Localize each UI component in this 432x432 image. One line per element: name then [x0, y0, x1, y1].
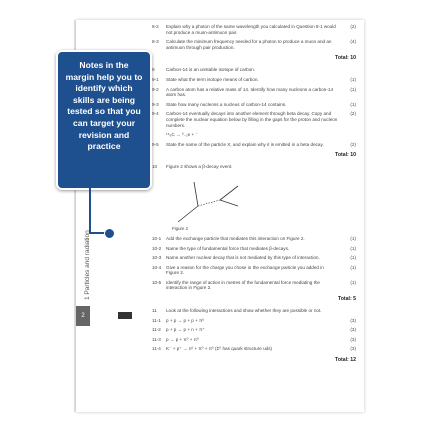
margin-help-callout	[56, 50, 152, 190]
question-text: p → p + π⁰ + π⁰	[166, 336, 199, 342]
question-mark: (4)	[350, 39, 356, 45]
question-line	[152, 255, 356, 261]
question-text: Give a reason for the charge you chose in the exchange particle you added in Figure 2.	[166, 264, 324, 276]
question-mark: (1)	[350, 76, 356, 82]
question-line	[152, 142, 356, 148]
total-q9: Total: 10	[335, 152, 356, 159]
outgoing-particle-line	[194, 182, 198, 206]
question-mark: (2)	[350, 141, 356, 147]
question-line	[152, 280, 356, 291]
antineutrino-line	[220, 200, 238, 206]
question-mark: (3)	[350, 327, 356, 333]
chapter-label: 1 Particles and radiation	[84, 230, 91, 300]
question-text: State how many nucleons a nucleus of carbon-14 contains.	[166, 101, 287, 107]
question-block-11	[152, 308, 356, 356]
question-text: Calculate the minimum frequency needed for a photon to produce a muon and an antimuon through pair production.	[166, 39, 332, 50]
question-number: 9-4	[152, 111, 159, 117]
question-number: 9-1	[152, 76, 159, 82]
question-mark: (2)	[350, 24, 356, 29]
question-text: State what the term isotope means of carbon.	[166, 76, 259, 82]
question-number: 11	[152, 308, 157, 314]
question-line	[152, 39, 356, 50]
total-q11: Total: 12	[335, 357, 356, 364]
question-text: State the name of the particle X, and explain why it is emitted in a beta decay.	[166, 141, 324, 147]
exchange-line	[198, 200, 220, 206]
question-text: ¹⁴₆C → ⁰₋₁e + ⁻	[166, 132, 198, 138]
question-line	[152, 318, 356, 324]
question-text: Name the type of fundamental force that mediates β-decays.	[166, 245, 290, 251]
question-mark: (1)	[350, 101, 356, 107]
question-line	[152, 87, 356, 98]
feynman-diagram	[174, 176, 244, 224]
question-text: Identify the range of action in metres of the fundamental force mediating the interaction in Figure 2.	[166, 279, 320, 291]
figure-caption: Figure 2	[172, 225, 189, 231]
question-mark: (1)	[350, 255, 356, 261]
callout-pointer-dot	[104, 228, 115, 239]
question-text: p + p → p + p + π⁰	[166, 317, 205, 323]
feynman-diagram-figure	[174, 176, 244, 224]
question-number: 9	[152, 67, 155, 73]
question-text: Carbon-14 is an unstable isotope of carbon.	[166, 67, 256, 73]
question-line	[152, 236, 356, 242]
question-text: Add the exchange particle that mediates this interaction on Figure 2.	[166, 235, 305, 241]
question-line	[152, 102, 356, 108]
question-text: p + p → p + n + π⁺	[166, 327, 205, 333]
question-mark: (2)	[350, 111, 356, 117]
question-number: 9-3	[152, 101, 159, 107]
callout-text: Notes in the margin help you to identify which skills are being tested so that you can target your revision and practice	[65, 60, 143, 152]
question-mark: (3)	[350, 346, 356, 352]
question-line	[152, 111, 356, 128]
question-number: 10-1	[152, 235, 162, 241]
incoming-particle-line	[178, 206, 198, 222]
question-line	[152, 346, 356, 352]
question-mark: (3)	[350, 317, 356, 323]
question-number: 10-5	[152, 279, 162, 285]
page-number: 2	[76, 306, 90, 326]
total-q8: Total: 10	[335, 55, 356, 62]
question-number: 11-1	[152, 317, 161, 323]
question-number: 8-3	[152, 39, 159, 45]
question-mark: (1)	[350, 245, 356, 251]
questions-content	[152, 24, 356, 369]
total-q10: Total: 5	[337, 296, 356, 303]
question-text: Name another nuclear decay that is not mediated by this type of interaction.	[166, 255, 320, 261]
question-text: Figure 2 shows a β-decay event.	[166, 164, 233, 170]
question-10-intro	[152, 164, 356, 170]
question-text: Explain why a photon of the same wavelength you calculated in Question 8-1 would not produce a muon-antimuon pair.	[166, 24, 336, 35]
question-number: 10-3	[152, 255, 162, 261]
question-line	[152, 337, 356, 343]
qr-code-icon	[118, 312, 132, 319]
question-number: 11-2	[152, 327, 161, 333]
question-number: 8-2	[152, 24, 159, 29]
question-mark: (1)	[350, 264, 356, 270]
question-number: 9-2	[152, 86, 159, 92]
question-number: 10	[152, 164, 158, 170]
question-number: 9-5	[152, 141, 159, 147]
question-line	[152, 67, 356, 73]
question-line	[152, 308, 356, 314]
question-text: K⁻ + p⁺ → n⁰ + π⁰ + π⁰ (Σ⁰ has quark structure uds)	[166, 346, 273, 352]
question-block-10	[152, 236, 356, 295]
question-text: Carbon-14 eventually decays into another element through beta decay. Copy and complete the nuclear equation below by filling in the gaps for the proton and nucleon numbers.	[166, 111, 338, 128]
question-text: A carbon atom has a relative mass of 14. Identify how many nucleons a carbon-14 atom has.	[166, 86, 333, 98]
question-text: Look at the following interactions and show whether they are possible or not.	[166, 308, 322, 314]
question-mark: (1)	[350, 279, 356, 285]
question-block-9	[152, 67, 356, 151]
question-line	[152, 327, 356, 333]
question-line	[152, 246, 356, 252]
question-line	[152, 265, 356, 276]
lepton-line	[220, 186, 238, 200]
question-number: 10-4	[152, 264, 162, 270]
question-line	[152, 77, 356, 83]
question-number: 11-3	[152, 336, 161, 342]
question-number: 11-4	[152, 346, 161, 352]
question-mark: (1)	[350, 86, 356, 92]
question-mark: (3)	[350, 336, 356, 342]
question-number: 10-2	[152, 245, 162, 251]
question-mark: (1)	[350, 235, 356, 241]
question-block-8	[152, 24, 356, 54]
question-line	[152, 132, 356, 138]
question-line	[152, 24, 356, 35]
